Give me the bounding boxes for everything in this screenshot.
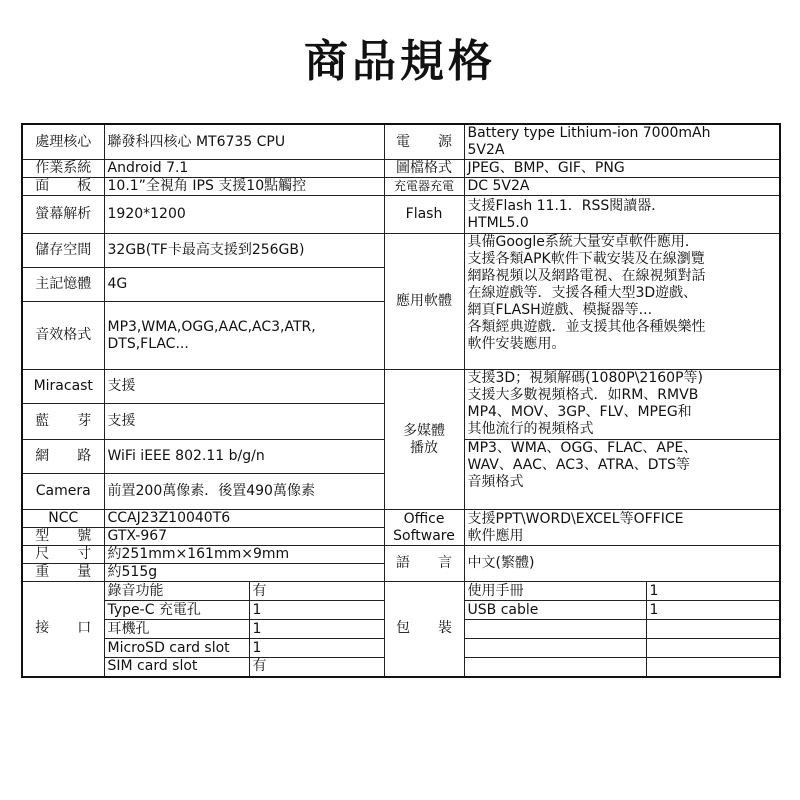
port-name: MicroSD card slot <box>104 639 249 658</box>
package-empty-cell <box>646 639 780 658</box>
spec-label: 電 源 <box>384 124 464 160</box>
spec-label: NCC <box>22 510 104 528</box>
spec-row <box>22 234 780 268</box>
spec-label: 包 裝 <box>384 582 464 677</box>
spec-value: 約515g <box>104 564 384 582</box>
package-empty-cell <box>646 658 780 677</box>
spec-value: Battery type Lithium-ion 7000mAh 5V2A <box>464 124 780 160</box>
spec-label: 螢幕解析 <box>22 196 104 234</box>
spec-value: 具備Google系統大量安卓軟件應用． 支援各類APK軟件下載安裝及在線瀏覽 網路視頻以及網路電視、在線視頻對話 在線遊戲等．支援各種大型3D遊戲、 網頁FLASH遊戲、模擬器等... 各類經典遊戲．並支援其他各種娛樂性 軟件安裝應用。 <box>464 234 780 370</box>
spec-row <box>22 178 780 196</box>
spec-label: 音效格式 <box>22 302 104 370</box>
spec-label: 處理核心 <box>22 124 104 160</box>
package-name: USB cable <box>464 601 646 620</box>
spec-label: 多媒體 播放 <box>384 370 464 510</box>
spec-value: 前置200萬像素．後置490萬像素 <box>104 474 384 510</box>
spec-value: 4G <box>104 268 384 302</box>
port-value: 1 <box>249 601 384 620</box>
spec-label: 重 量 <box>22 564 104 582</box>
spec-label: 型 號 <box>22 528 104 546</box>
spec-row <box>22 546 780 564</box>
port-name: Type-C 充電孔 <box>104 601 249 620</box>
page-title: 商品規格 <box>304 36 496 87</box>
spec-label: 儲存空間 <box>22 234 104 268</box>
spec-label: Camera <box>22 474 104 510</box>
spec-table <box>21 123 781 678</box>
spec-label: Miracast <box>22 370 104 404</box>
spec-value: JPEG、BMP、GIF、PNG <box>464 160 780 178</box>
spec-value: CCAJ23Z10040T6 <box>104 510 384 528</box>
spec-label: 應用軟體 <box>384 234 464 370</box>
spec-value: MP3,WMA,OGG,AAC,AC3,ATR, DTS,FLAC... <box>104 302 384 370</box>
spec-label: 圖檔格式 <box>384 160 464 178</box>
port-name: 耳機孔 <box>104 620 249 639</box>
spec-row <box>22 510 780 528</box>
spec-value: 支援PPT\WORD\EXCEL等OFFICE 軟件應用 <box>464 510 780 546</box>
spec-value: 支援3D；視頻解碼(1080P\2160P等) 支援大多數視頻格式．如RM、RMVB MP4、MOV、3GP、FLV、MPEG和 其他流行的視頻格式 <box>464 370 780 440</box>
spec-value: 支援Flash 11.1．RSS閱讀器． HTML5.0 <box>464 196 780 234</box>
package-value: 1 <box>646 582 780 601</box>
spec-value: 支援 <box>104 370 384 404</box>
spec-row <box>22 196 780 234</box>
spec-label: 語 言 <box>384 546 464 582</box>
spec-row <box>22 582 780 601</box>
spec-label: 網 路 <box>22 440 104 474</box>
port-value: 有 <box>249 658 384 677</box>
spec-value: 1920*1200 <box>104 196 384 234</box>
spec-value: 10.1”全視角 IPS 支援10點觸控 <box>104 178 384 196</box>
spec-label: 面 板 <box>22 178 104 196</box>
package-empty-cell <box>464 620 646 639</box>
package-empty-cell <box>464 658 646 677</box>
spec-label: 尺 寸 <box>22 546 104 564</box>
package-name: 使用手冊 <box>464 582 646 601</box>
spec-value: MP3、WMA、OGG、FLAC、APE、 WAV、AAC、AC3、ATRA、DTS等 音頻格式 <box>464 440 780 510</box>
spec-value: GTX-967 <box>104 528 384 546</box>
spec-value: DC 5V2A <box>464 178 780 196</box>
port-name: 錄音功能 <box>104 582 249 601</box>
spec-value: 聯發科四核心 MT6735 CPU <box>104 124 384 160</box>
spec-label: 充電器充電 <box>384 178 464 196</box>
port-name: SIM card slot <box>104 658 249 677</box>
spec-value: Android 7.1 <box>104 160 384 178</box>
spec-value: 約251mm×161mm×9mm <box>104 546 384 564</box>
spec-value: 32GB(TF卡最高支援到256GB) <box>104 234 384 268</box>
spec-label: 接 口 <box>22 582 104 677</box>
spec-row <box>22 370 780 404</box>
spec-label: 作業系統 <box>22 160 104 178</box>
spec-label: Office Software <box>384 510 464 546</box>
spec-label: Flash <box>384 196 464 234</box>
package-empty-cell <box>646 620 780 639</box>
port-value: 1 <box>249 620 384 639</box>
package-value: 1 <box>646 601 780 620</box>
spec-value: 支援 <box>104 404 384 440</box>
spec-row <box>22 160 780 178</box>
spec-value: WiFi iEEE 802.11 b/g/n <box>104 440 384 474</box>
port-value: 1 <box>249 639 384 658</box>
spec-value: 中文(繁體) <box>464 546 780 582</box>
package-empty-cell <box>464 639 646 658</box>
spec-row <box>22 124 780 160</box>
spec-label: 主記憶體 <box>22 268 104 302</box>
spec-label: 藍 芽 <box>22 404 104 440</box>
port-value: 有 <box>249 582 384 601</box>
